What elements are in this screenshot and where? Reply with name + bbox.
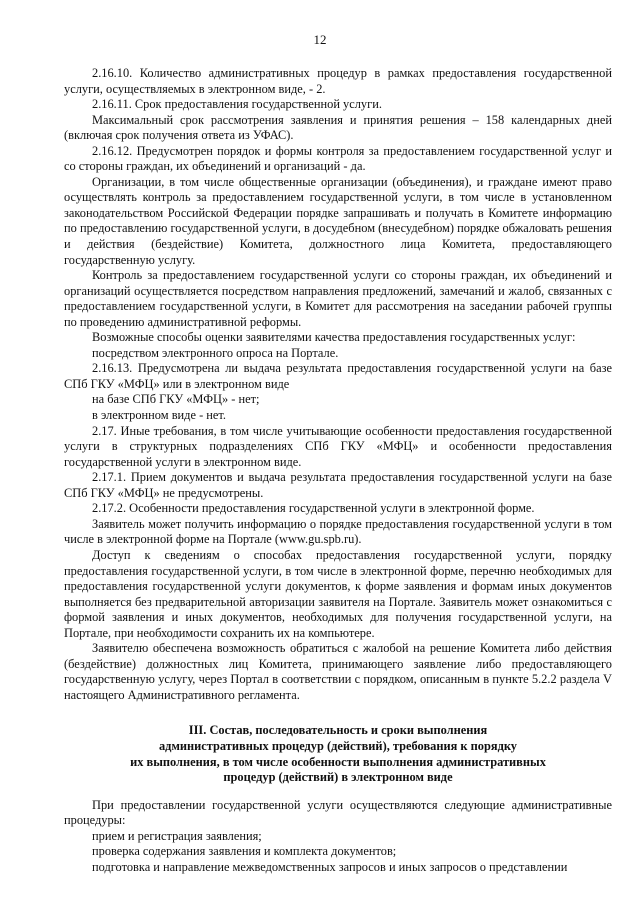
paragraph-access-info: Доступ к сведениям о способах предоставления государственной услуги, порядку предоставления государственной услуги, в том числе в электронной форме, перечню необходимых для предоставления государственной услуги документов, к форме заявления и формам иных документов выполняется без предварительной авторизации заявителя на Портале. Заявитель может ознакомиться с формой заявления и иных документов, необходимых для получения государственной услуги, на Портале, при необходимости сохранить их на компьютере. [64, 547, 612, 640]
paragraph-complaint: Заявителю обеспечена возможность обратиться с жалобой на решение Комитета либо действия (бездействие) должностных лиц Комитета, принимающего заявление либо предоставляющего государственную услугу, через Портал в соответствии с порядком, описанным в пункте 5.2.2 раздела V настоящего Административного регламента. [64, 641, 612, 702]
paragraph-2-16-11: 2.16.11. Срок предоставления государственной услуги. [92, 97, 382, 112]
paragraph-procedures-intro: При предоставлении государственной услуги осуществляются следующие административные процедуры: [64, 797, 612, 828]
paragraph-2-16-10: 2.16.10. Количество административных процедур в рамках предоставления государственной услуги, осуществляемых в электронном виде, - 2. [64, 66, 612, 96]
paragraph-organizations-control: Организации, в том числе общественные организации (объединения), и граждане имеют право осуществлять контроль за предоставлением государственной услуги, в том числе в установленном законодательством Российской Федерации порядке запрашивать и получать в Комитете информацию по предоставлению государственной услуги, в досудебном (внесудебном) порядке обжаловать решения и действия (бездействие) Комитета, должностного лица Комитета, предоставляющего государственную услугу. [64, 174, 612, 267]
heading-line: III. Состав, последовательность и сроки выполнения [188, 723, 488, 738]
paragraph-2-16-12: 2.16.12. Предусмотрен порядок и формы контроля за предоставлением государственной услуг и со стороны граждан, их объединений и организаций - да. [64, 143, 612, 174]
paragraph-max-term: Максимальный срок рассмотрения заявления и принятия решения – 158 календарных дней (включая срок получения ответа из УФАС). [64, 112, 612, 143]
heading-line: административных процедур (действий), требования к порядку [158, 738, 517, 753]
paragraph-mfc-no: на базе СПб ГКУ «МФЦ» - нет; [92, 392, 260, 407]
document-body [64, 66, 612, 875]
list-item-reception: прием и регистрация заявления; [92, 828, 262, 843]
paragraph-quality-assessment: Возможные способы оценки заявителями качества предоставления государственных услуг: [92, 330, 576, 345]
heading-line: их выполнения, в том числе особенности выполнения административных [130, 754, 546, 769]
list-item-verification: проверка содержания заявления и комплекта документов; [92, 844, 397, 859]
paragraph-control-citizens: Контроль за предоставлением государственной услуги со стороны граждан, их объединений и организаций осуществляется посредством направления предложений, замечаний и жалоб, связанных с предоставлением государственной услуги, в Комитет для рассмотрения на заседании рабочей группы по проведению административной реформы. [64, 268, 612, 329]
paragraph-2-16-13: 2.16.13. Предусмотрена ли выдача результата предоставления государственной услуги на базе СПб ГКУ «МФЦ» или в электронном виде [64, 361, 612, 391]
paragraph-2-17-1: 2.17.1. Прием документов и выдача результата предоставления государственной услуги на базе СПб ГКУ «МФЦ» не предусмотрены. [64, 470, 612, 500]
section-heading-iii [64, 723, 612, 785]
paragraph-electronic-no: в электронном виде - нет. [92, 408, 227, 423]
paragraph-2-17: 2.17. Иные требования, в том числе учитывающие особенности предоставления государственной услуги в структурных подразделениях СПб ГКУ «МФЦ» и особенности предоставления государственной услуги в электронном виде. [64, 423, 612, 469]
page-number: 12 [313, 32, 327, 47]
list-item-requests: подготовка и направление межведомственных запросов и иных запросов о представлении [92, 859, 568, 874]
paragraph-portal-info: Заявитель может получить информацию о порядке предоставления государственной услуги в том числе в электронной форме на Портале (www.gu.spb.ru). [64, 516, 612, 547]
heading-line: процедур (действий) в электронном виде [223, 770, 453, 785]
paragraph-2-17-2: 2.17.2. Особенности предоставления государственной услуги в электронной форме. [92, 501, 535, 516]
paragraph-electronic-poll: посредством электронного опроса на Портале. [92, 345, 339, 360]
